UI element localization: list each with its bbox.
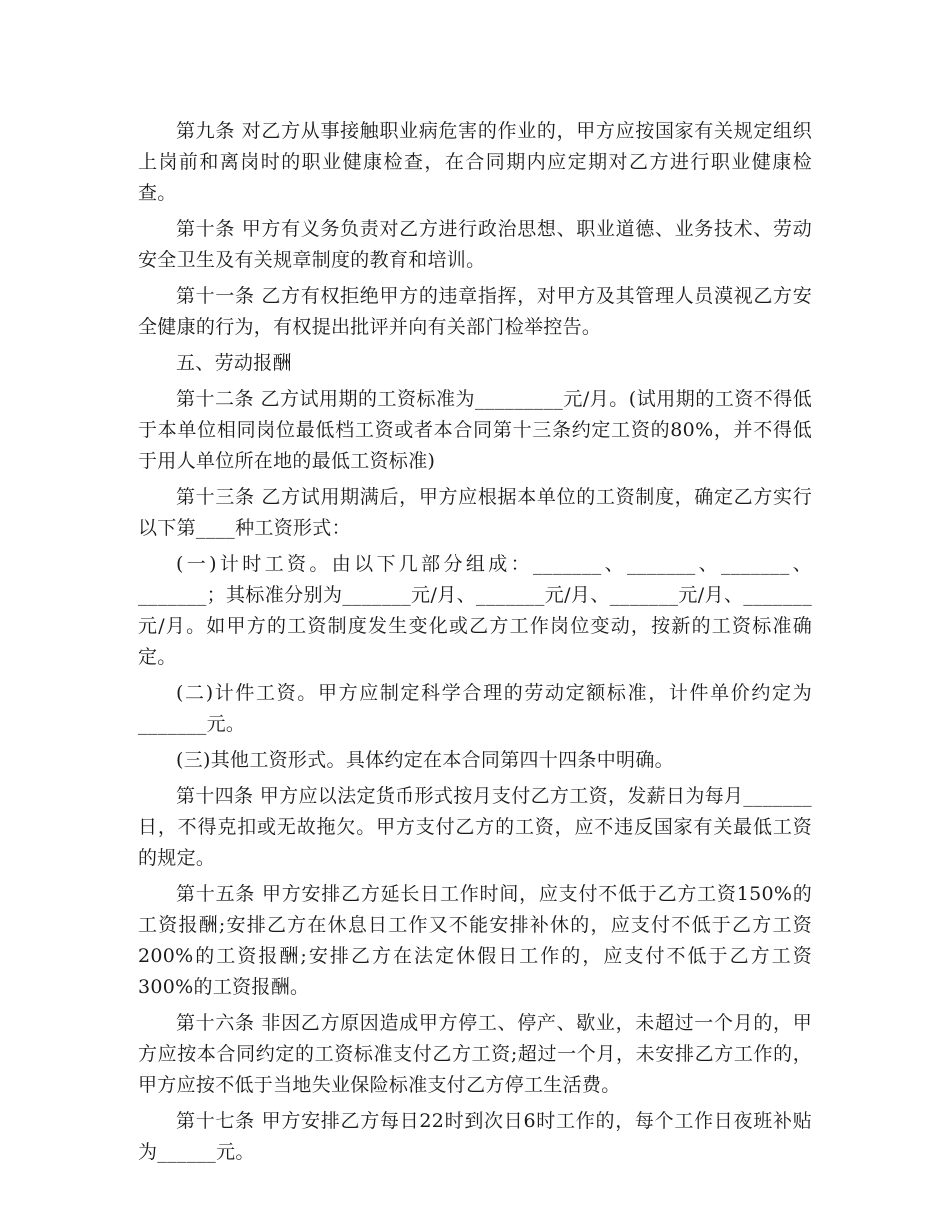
article-16: 第十六条 非因乙方原因造成甲方停工、停产、歇业，未超过一个月的，甲方应按本合同约定的工资标准支付乙方工资;超过一个月，未安排乙方工作的，甲方应按不低于当地失业保险标准支付乙方停工生活费。 [138, 1012, 812, 1096]
clause-other-wage: (三)其他工资形式。具体约定在本合同第四十四条中明确。 [176, 749, 674, 771]
article-12: 第十二条 乙方试用期的工资标准为_________元/月。(试用期的工资不得低于本单位相同岗位最低档工资或者本合同第十三条约定工资的80%，并不得低于用人单位所在地的最低工资标准) [138, 388, 812, 472]
article-17: 第十七条 甲方安排乙方每日22时到次日6时工作的，每个工作日夜班补贴为______元。 [138, 1110, 812, 1163]
clause-time-wage: (一)计时工资。由以下几部分组成：_______、_______、_______、_______；其标准分别为_______元/月、_______元/月、_______元/月、_______元/月。如甲方的工资制度发生变化或乙方工作岗位变动，按新的工资标准确定。 [138, 553, 812, 668]
section-heading-labor-pay: 五、劳动报酬 [176, 352, 292, 374]
article-14: 第十四条 甲方应以法定货币形式按月支付乙方工资，发薪日为每月_______日，不得克扣或无故拖欠。甲方支付乙方的工资，应不违反国家有关最低工资的规定。 [138, 785, 812, 869]
article-15: 第十五条 甲方安排乙方延长日工作时间，应支付不低于乙方工资150%的工资报酬;安排乙方在休息日工作又不能安排补休的，应支付不低于乙方工资200%的工资报酬;安排乙方在法定休假日工作的，应支付不低于乙方工资300%的工资报酬。 [138, 883, 812, 998]
article-9: 第九条 对乙方从事接触职业病危害的作业的，甲方应按国家有关规定组织上岗前和离岗时的职业健康检查，在合同期内应定期对乙方进行职业健康检查。 [138, 120, 812, 204]
article-11: 第十一条 乙方有权拒绝甲方的违章指挥，对甲方及其管理人员漠视乙方安全健康的行为，有权提出批评并向有关部门检举控告。 [138, 285, 812, 338]
article-13: 第十三条 乙方试用期满后，甲方应根据本单位的工资制度，确定乙方实行以下第____种工资形式： [138, 486, 812, 539]
clause-piece-wage: (二)计件工资。甲方应制定科学合理的劳动定额标准，计件单价约定为_______元。 [138, 682, 812, 735]
article-10: 第十条 甲方有义务负责对乙方进行政治思想、职业道德、业务技术、劳动安全卫生及有关规章制度的教育和培训。 [138, 218, 812, 271]
